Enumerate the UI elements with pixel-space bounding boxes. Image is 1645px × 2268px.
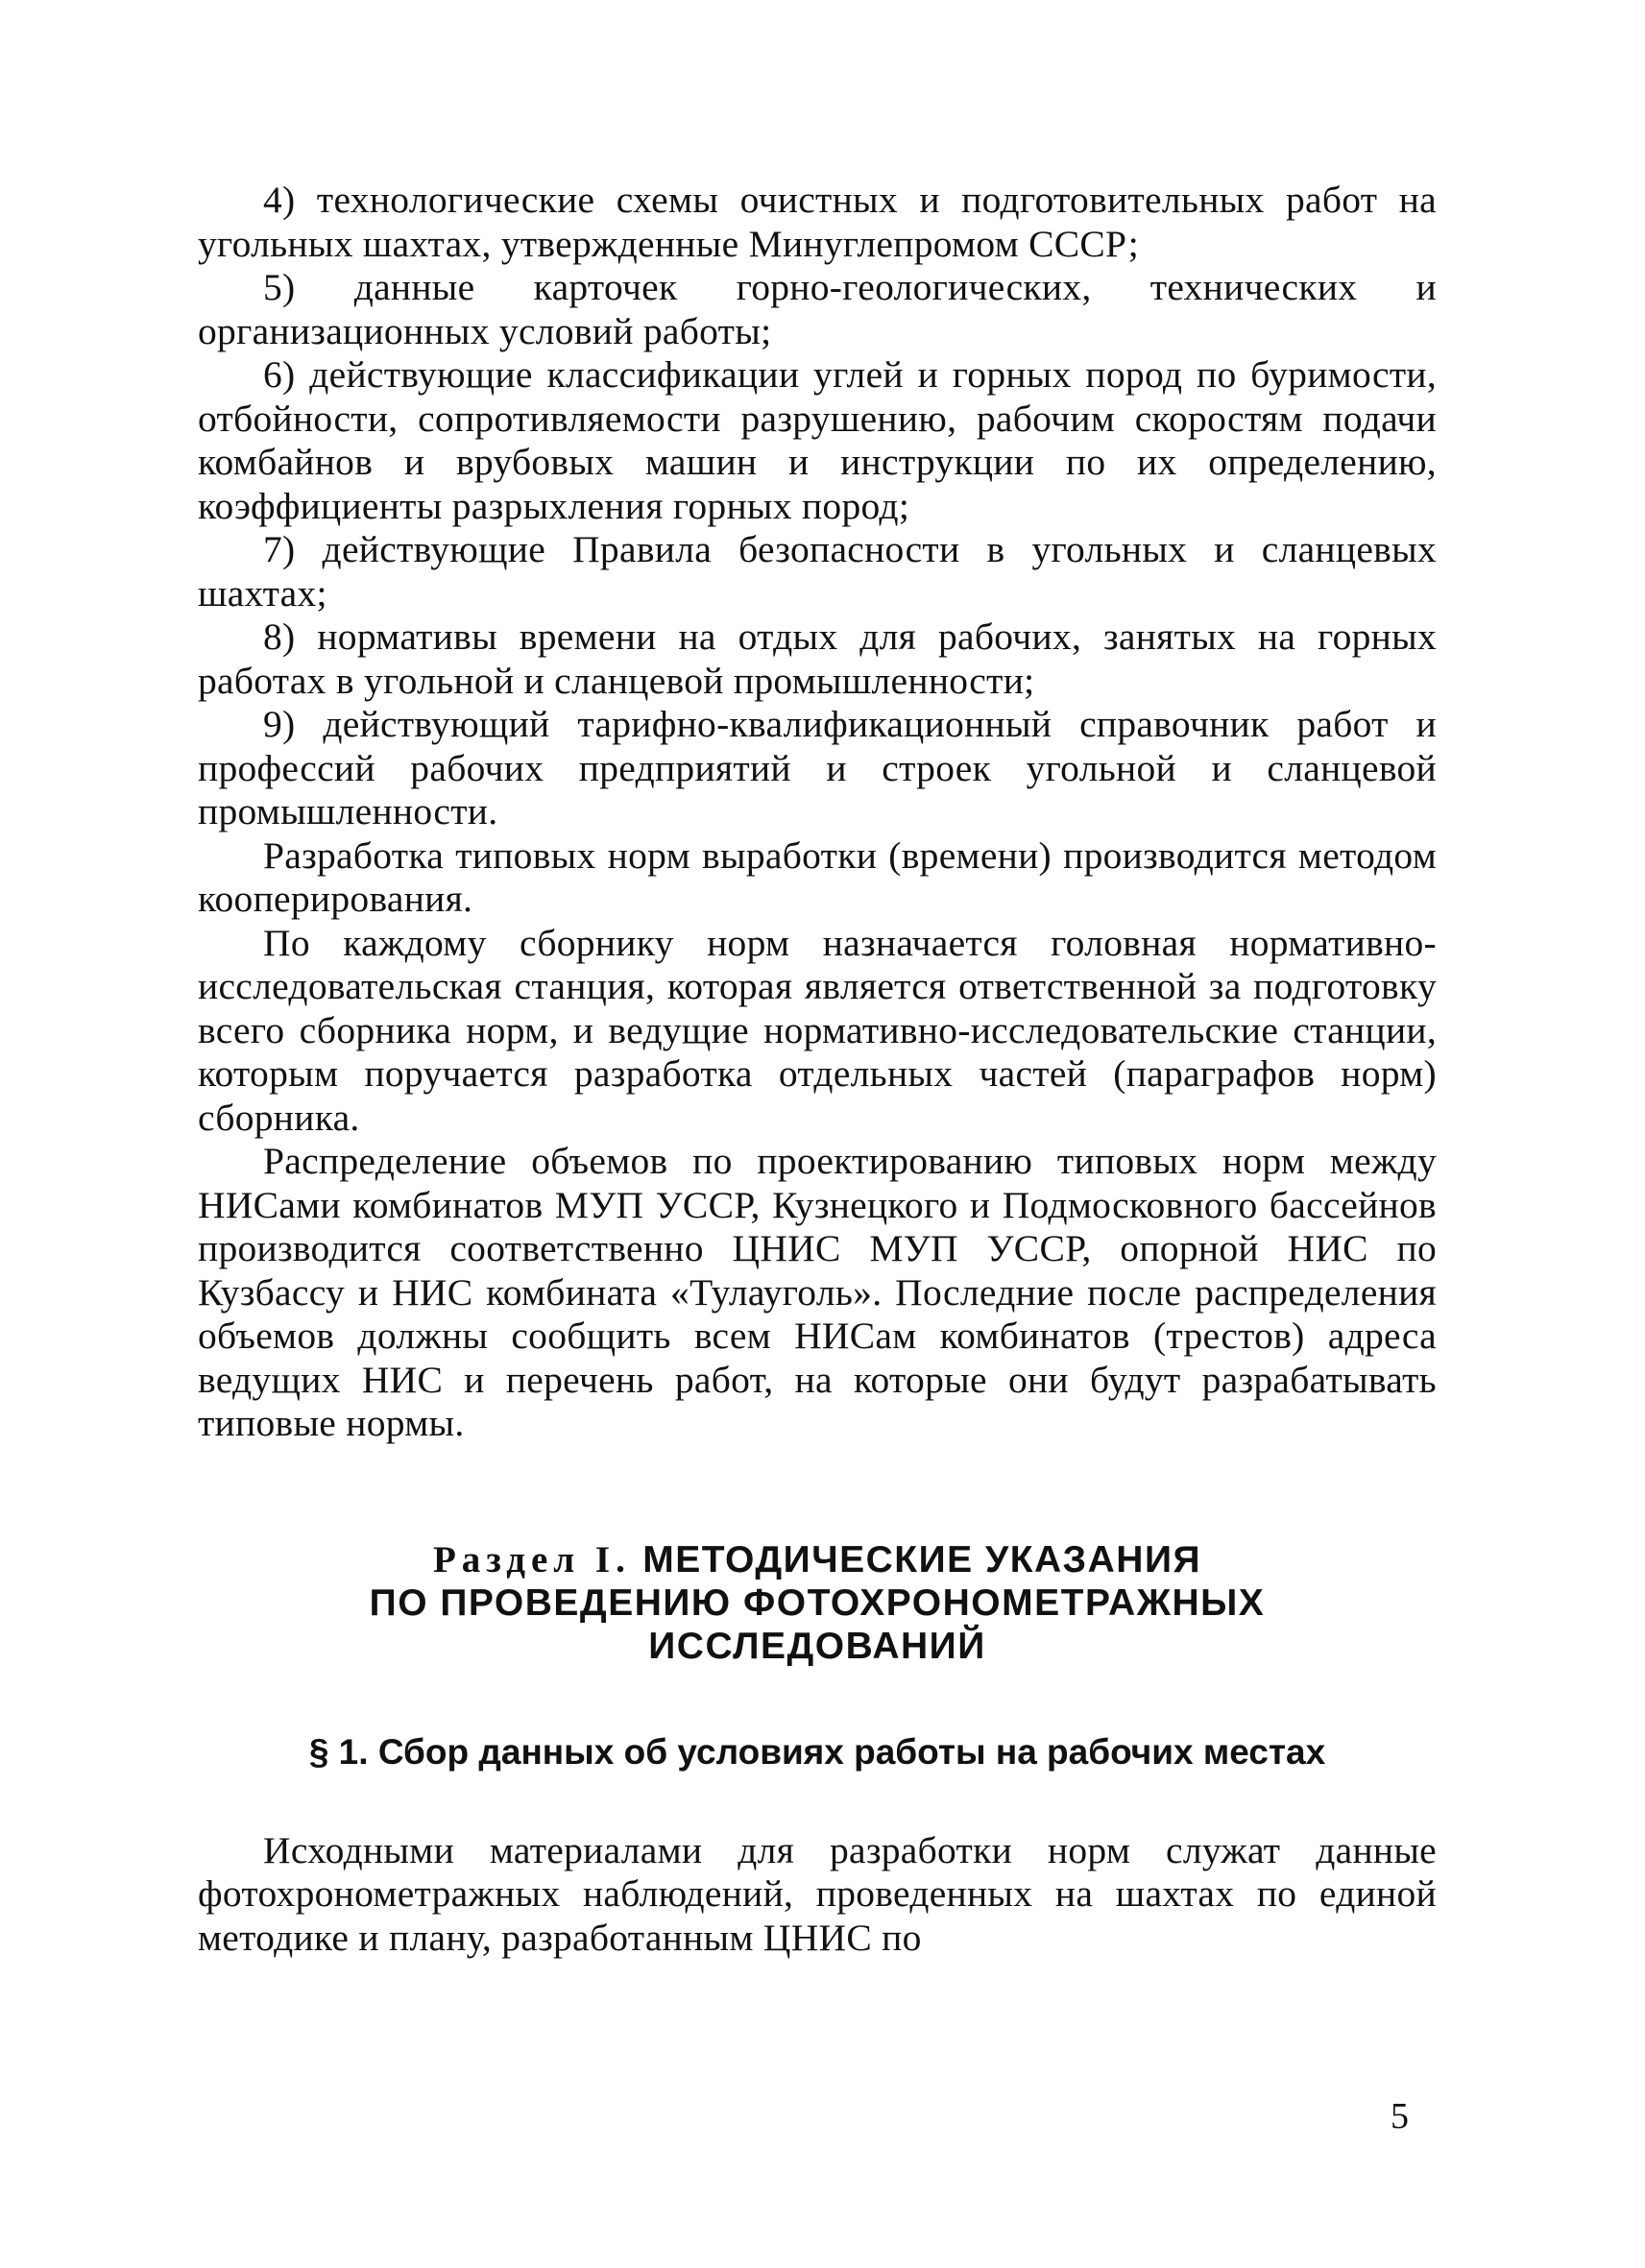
page-number: 5 — [1391, 2096, 1409, 2136]
section-label: Раздел I. — [432, 1538, 631, 1580]
list-item-5: 5) данные карточек горно-геологических, технических и организационных условий работы; — [198, 266, 1437, 352]
subsection-heading: § 1. Сбор данных об условиях работы на рабочих местах — [308, 1731, 1326, 1772]
paragraph-distribution: Распределение объемов по проектированию типовых норм между НИСами комбинатов МУП УССР, Кузнецкого и Подмосковного бассейнов производится соответственно ЦНИС МУП УССР, опорной НИС по Кузбассу и НИС комбината «Тулауголь». Последние после распределения объемов должны сообщить всем НИСам комбинатов (трестов) адреса ведущих НИС и перечень работ, на которые они будут разрабатывать типовые нормы. — [198, 1140, 1437, 1444]
section-title-line-2: ПО ПРОВЕДЕНИЮ ФОТОХРОНОМЕТРАЖНЫХ — [369, 1581, 1266, 1624]
section-heading — [198, 1538, 1437, 1668]
paragraph-source-materials: Исходными материалами для разработки норм служат данные фотохронометражных наблюдений, проведенных на шахтах по единой методике и плану, разработанным ЦНИС по — [198, 1828, 1437, 1959]
list-item-7: 7) действующие Правила безопасности в угольных и сланцевых шахтах; — [198, 528, 1437, 615]
list-item-4: 4) технологические схемы очистных и подготовительных работ на угольных шахтах, утвержденные Минуглепромом СССР; — [198, 179, 1437, 265]
list-item-9: 9) действующий тарифно-квалификационный справочник работ и профессий рабочих предприятий и строек угольной и сланцевой промышленности. — [198, 703, 1437, 832]
page-content — [198, 179, 1437, 1960]
section-heading-line-1 — [198, 1538, 1437, 1581]
paragraph-cooperation: Разработка типовых норм выработки (времени) производится методом кооперирования. — [198, 833, 1437, 920]
section-title-line-3: ИССЛЕДОВАНИЙ — [648, 1625, 986, 1667]
list-item-6: 6) действующие классификации углей и горных пород по буримости, отбойности, сопротивляемости разрушению, рабочим скоростям подачи комбайнов и врубовых машин и инструкции по их определению, коэффициенты разрыхления горных пород; — [198, 353, 1437, 527]
list-item-8: 8) нормативы времени на отдых для рабочих, занятых на горных работах в угольной и сланцевой промышленности; — [198, 615, 1437, 702]
section-title-line-1: МЕТОДИЧЕСКИЕ УКАЗАНИЯ — [642, 1538, 1202, 1580]
paragraph-head-station: По каждому сборнику норм назначается головная нормативно-исследовательская станция, которая является ответственной за подготовку всего сборника норм, и ведущие нормативно-исследовательские станции, которым поручается разработка отдельных частей (параграфов норм) сборника. — [198, 921, 1437, 1139]
